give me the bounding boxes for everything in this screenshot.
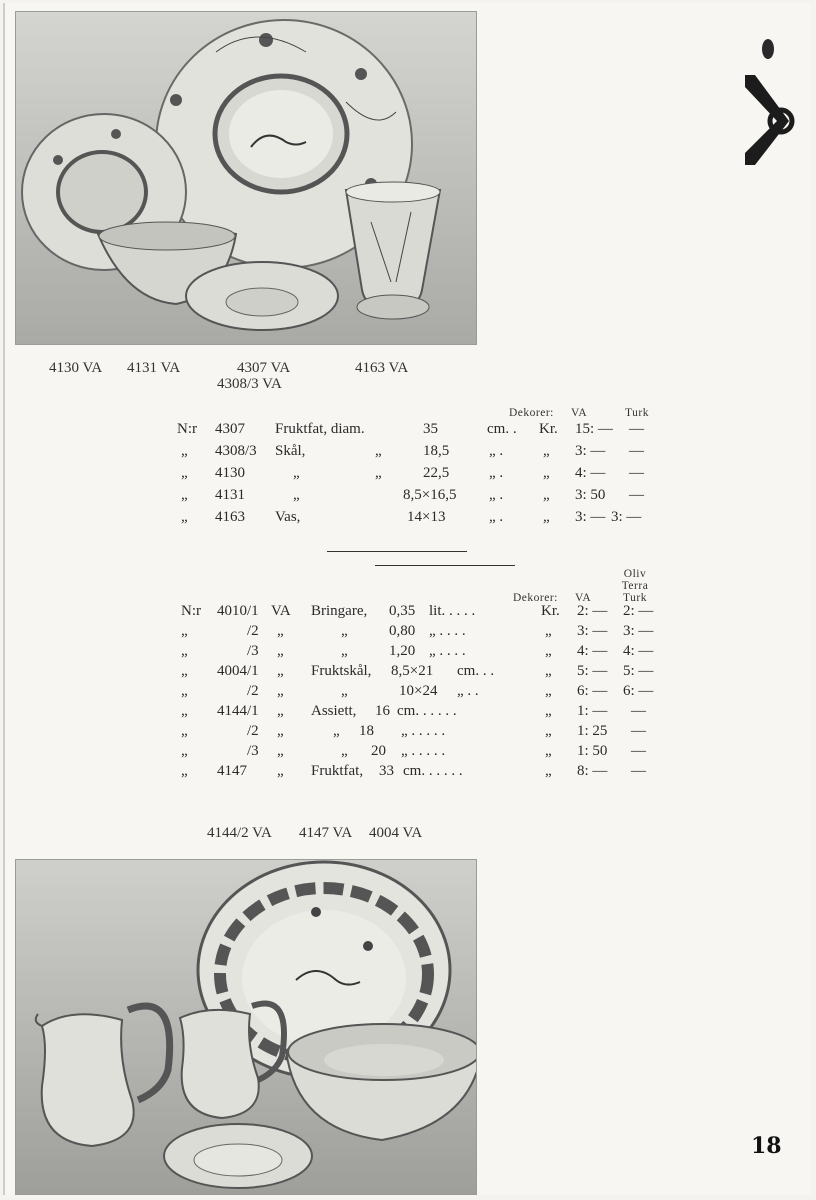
- cell-name: „: [341, 743, 348, 759]
- cell-size: 1,20: [389, 643, 416, 659]
- cell-unit: „ . . . . .: [401, 723, 446, 739]
- bo-logo-icon: [741, 73, 797, 173]
- cell-q1: „: [375, 443, 382, 459]
- cell-va: 1: 25: [577, 723, 608, 739]
- t1-header-turk: Turk: [625, 407, 649, 419]
- table-row: [5, 421, 811, 441]
- cell-name: Bringare,: [311, 603, 368, 619]
- cell-turk: —: [629, 421, 644, 437]
- cell-name: „: [333, 723, 340, 739]
- caption-4130: 4130 VA: [49, 360, 103, 376]
- cell-unit: „ .: [489, 465, 504, 481]
- cell-va-label: VA: [271, 603, 291, 619]
- table-row: [5, 623, 811, 643]
- cell-nr: „: [181, 465, 188, 481]
- cell-size: 8,5×16,5: [403, 487, 457, 503]
- cell-va: 3: —: [575, 443, 606, 459]
- cell-otk: 3: —: [623, 623, 654, 639]
- cell-nr: „: [181, 703, 188, 719]
- cell-nr: „: [181, 683, 188, 699]
- cell-code: 4004/1: [217, 663, 259, 679]
- cell-code: /3: [247, 643, 259, 659]
- table-row: [5, 603, 811, 623]
- cell-size: 10×24: [399, 683, 438, 699]
- cell-nr: „: [181, 723, 188, 739]
- cell-size: 20: [371, 743, 386, 759]
- table-row: [5, 643, 811, 663]
- caption-4144-2: 4144/2 VA: [207, 825, 272, 841]
- t2-header-va: VA: [575, 592, 592, 604]
- cell-size: 33: [379, 763, 394, 779]
- cell-code: 4144/1: [217, 703, 259, 719]
- cell-unit: lit. . . . .: [429, 603, 476, 619]
- cell-va: 2: —: [577, 603, 608, 619]
- cell-nr: „: [181, 509, 188, 525]
- cell-nr: „: [181, 623, 188, 639]
- cell-q1: „: [375, 465, 382, 481]
- cell-unit: cm. . .: [457, 663, 495, 679]
- cell-name: „: [341, 683, 348, 699]
- caption-4131: 4131 VA: [127, 360, 181, 376]
- divider-line-1: [327, 551, 467, 552]
- cell-va: 3: —: [577, 623, 608, 639]
- cell-name: „: [341, 623, 348, 639]
- cell-unit: „ . .: [457, 683, 479, 699]
- t2-header-turk: Turk: [623, 592, 647, 604]
- caption-4163: 4163 VA: [355, 360, 409, 376]
- cell-otk: 2: —: [623, 603, 654, 619]
- cell-kr: „: [545, 643, 552, 659]
- cell-kr: „: [545, 743, 552, 759]
- table-row: [5, 723, 811, 743]
- t2-header-dekorer: Dekorer:: [513, 592, 558, 604]
- cell-code: 4147: [217, 763, 247, 779]
- t2-header-terra: Terra: [621, 580, 649, 592]
- cell-va-label: „: [277, 763, 284, 779]
- cell-size: 8,5×21: [391, 663, 434, 679]
- cell-va-label: „: [277, 723, 284, 739]
- cell-turk: 3: —: [611, 509, 642, 525]
- cell-otk: —: [631, 743, 646, 759]
- cell-kr: „: [545, 623, 552, 639]
- cell-va-label: „: [277, 683, 284, 699]
- cell-size: 16: [375, 703, 390, 719]
- page-number: 18: [751, 1133, 782, 1159]
- table-row: [5, 487, 811, 507]
- cell-nr: „: [181, 487, 188, 503]
- cell-unit: „ . . . . .: [401, 743, 446, 759]
- table-row: [5, 465, 811, 485]
- cell-name: Fruktskål,: [311, 663, 372, 679]
- cell-name: Fruktfat, diam.: [275, 421, 365, 437]
- cell-code: 4307: [215, 421, 245, 437]
- caption-4308-3: 4308/3 VA: [217, 376, 282, 392]
- cell-va: 3: 50: [575, 487, 606, 503]
- caption-4147: 4147 VA: [299, 825, 353, 841]
- cell-name: Vas,: [275, 509, 301, 525]
- cell-size: 14×13: [407, 509, 446, 525]
- cell-otk: —: [631, 763, 646, 779]
- cell-va-label: „: [277, 623, 284, 639]
- cell-kr: Kr.: [539, 421, 558, 437]
- t2-header-oliv: Oliv: [623, 568, 647, 580]
- cell-kr: „: [543, 443, 550, 459]
- cell-turk: —: [629, 443, 644, 459]
- cell-turk: —: [629, 487, 644, 503]
- cell-va: 4: —: [577, 643, 608, 659]
- cell-code: /2: [247, 623, 259, 639]
- cell-va: 6: —: [577, 683, 608, 699]
- cell-kr: „: [543, 487, 550, 503]
- cell-size: 22,5: [423, 465, 450, 481]
- cell-kr: „: [545, 663, 552, 679]
- cell-size: 0,35: [389, 603, 416, 619]
- cell-name: „: [293, 487, 300, 503]
- punch-hole: [762, 39, 774, 59]
- catalog-page: [3, 3, 811, 1195]
- ceramics-photo-top: [15, 11, 477, 345]
- cell-kr: „: [543, 465, 550, 481]
- cell-va: 8: —: [577, 763, 608, 779]
- cell-name: Skål,: [275, 443, 306, 459]
- cell-unit: „ .: [489, 487, 504, 503]
- cell-size: 18: [359, 723, 374, 739]
- table-row: [5, 703, 811, 723]
- cell-va: 15: —: [575, 421, 613, 437]
- cell-otk: 6: —: [623, 683, 654, 699]
- cell-turk: —: [629, 465, 644, 481]
- cell-otk: 5: —: [623, 663, 654, 679]
- caption-4004: 4004 VA: [369, 825, 423, 841]
- cell-va-label: „: [277, 743, 284, 759]
- cell-code: 4163: [215, 509, 245, 525]
- cell-unit: „ .: [489, 509, 504, 525]
- cell-code: 4130: [215, 465, 245, 481]
- cell-kr: „: [545, 763, 552, 779]
- cell-va: 1: 50: [577, 743, 608, 759]
- cell-kr: „: [545, 723, 552, 739]
- divider-line-2: [375, 565, 515, 566]
- cell-nr: „: [181, 443, 188, 459]
- cell-kr: „: [545, 703, 552, 719]
- cell-va-label: „: [277, 663, 284, 679]
- cell-va: 1: —: [577, 703, 608, 719]
- cell-name: Fruktfat,: [311, 763, 364, 779]
- table-row: [5, 763, 811, 783]
- cell-code: /3: [247, 743, 259, 759]
- cell-kr: Kr.: [541, 603, 560, 619]
- cell-unit: cm. . . . . .: [403, 763, 463, 779]
- table-row: [5, 443, 811, 463]
- cell-unit: „ . . . .: [429, 643, 466, 659]
- cell-name: Assiett,: [311, 703, 357, 719]
- cell-code: 4010/1: [217, 603, 259, 619]
- cell-name: „: [341, 643, 348, 659]
- table-row: [5, 509, 811, 529]
- cell-nr: „: [181, 663, 188, 679]
- t1-header-va: VA: [571, 407, 588, 419]
- cell-otk: —: [631, 723, 646, 739]
- cell-size: 18,5: [423, 443, 450, 459]
- cell-otk: 4: —: [623, 643, 654, 659]
- cell-code: 4308/3: [215, 443, 257, 459]
- cell-nr: N:r: [181, 603, 201, 619]
- cell-va-label: „: [277, 703, 284, 719]
- t1-header-dekorer: Dekorer:: [509, 407, 554, 419]
- cell-code: 4131: [215, 487, 245, 503]
- cell-name: „: [293, 465, 300, 481]
- cell-size: 0,80: [389, 623, 416, 639]
- cell-va: 3: —: [575, 509, 606, 525]
- cell-va-label: „: [277, 643, 284, 659]
- cell-unit: „ . . . .: [429, 623, 466, 639]
- ceramics-photo-bottom: [15, 859, 477, 1195]
- cell-unit: „ .: [489, 443, 504, 459]
- cell-code: /2: [247, 723, 259, 739]
- cell-va: 5: —: [577, 663, 608, 679]
- cell-size: 35: [423, 421, 438, 437]
- cell-kr: „: [543, 509, 550, 525]
- table-row: [5, 663, 811, 683]
- cell-nr: N:r: [177, 421, 197, 437]
- cell-va: 4: —: [575, 465, 606, 481]
- cell-otk: —: [631, 703, 646, 719]
- table-row: [5, 743, 811, 763]
- cell-code: /2: [247, 683, 259, 699]
- cell-nr: „: [181, 763, 188, 779]
- caption-4307: 4307 VA: [237, 360, 291, 376]
- cell-nr: „: [181, 743, 188, 759]
- cell-unit: cm. . . . . .: [397, 703, 457, 719]
- cell-nr: „: [181, 643, 188, 659]
- table-row: [5, 683, 811, 703]
- cell-kr: „: [545, 683, 552, 699]
- cell-unit: cm. .: [487, 421, 517, 437]
